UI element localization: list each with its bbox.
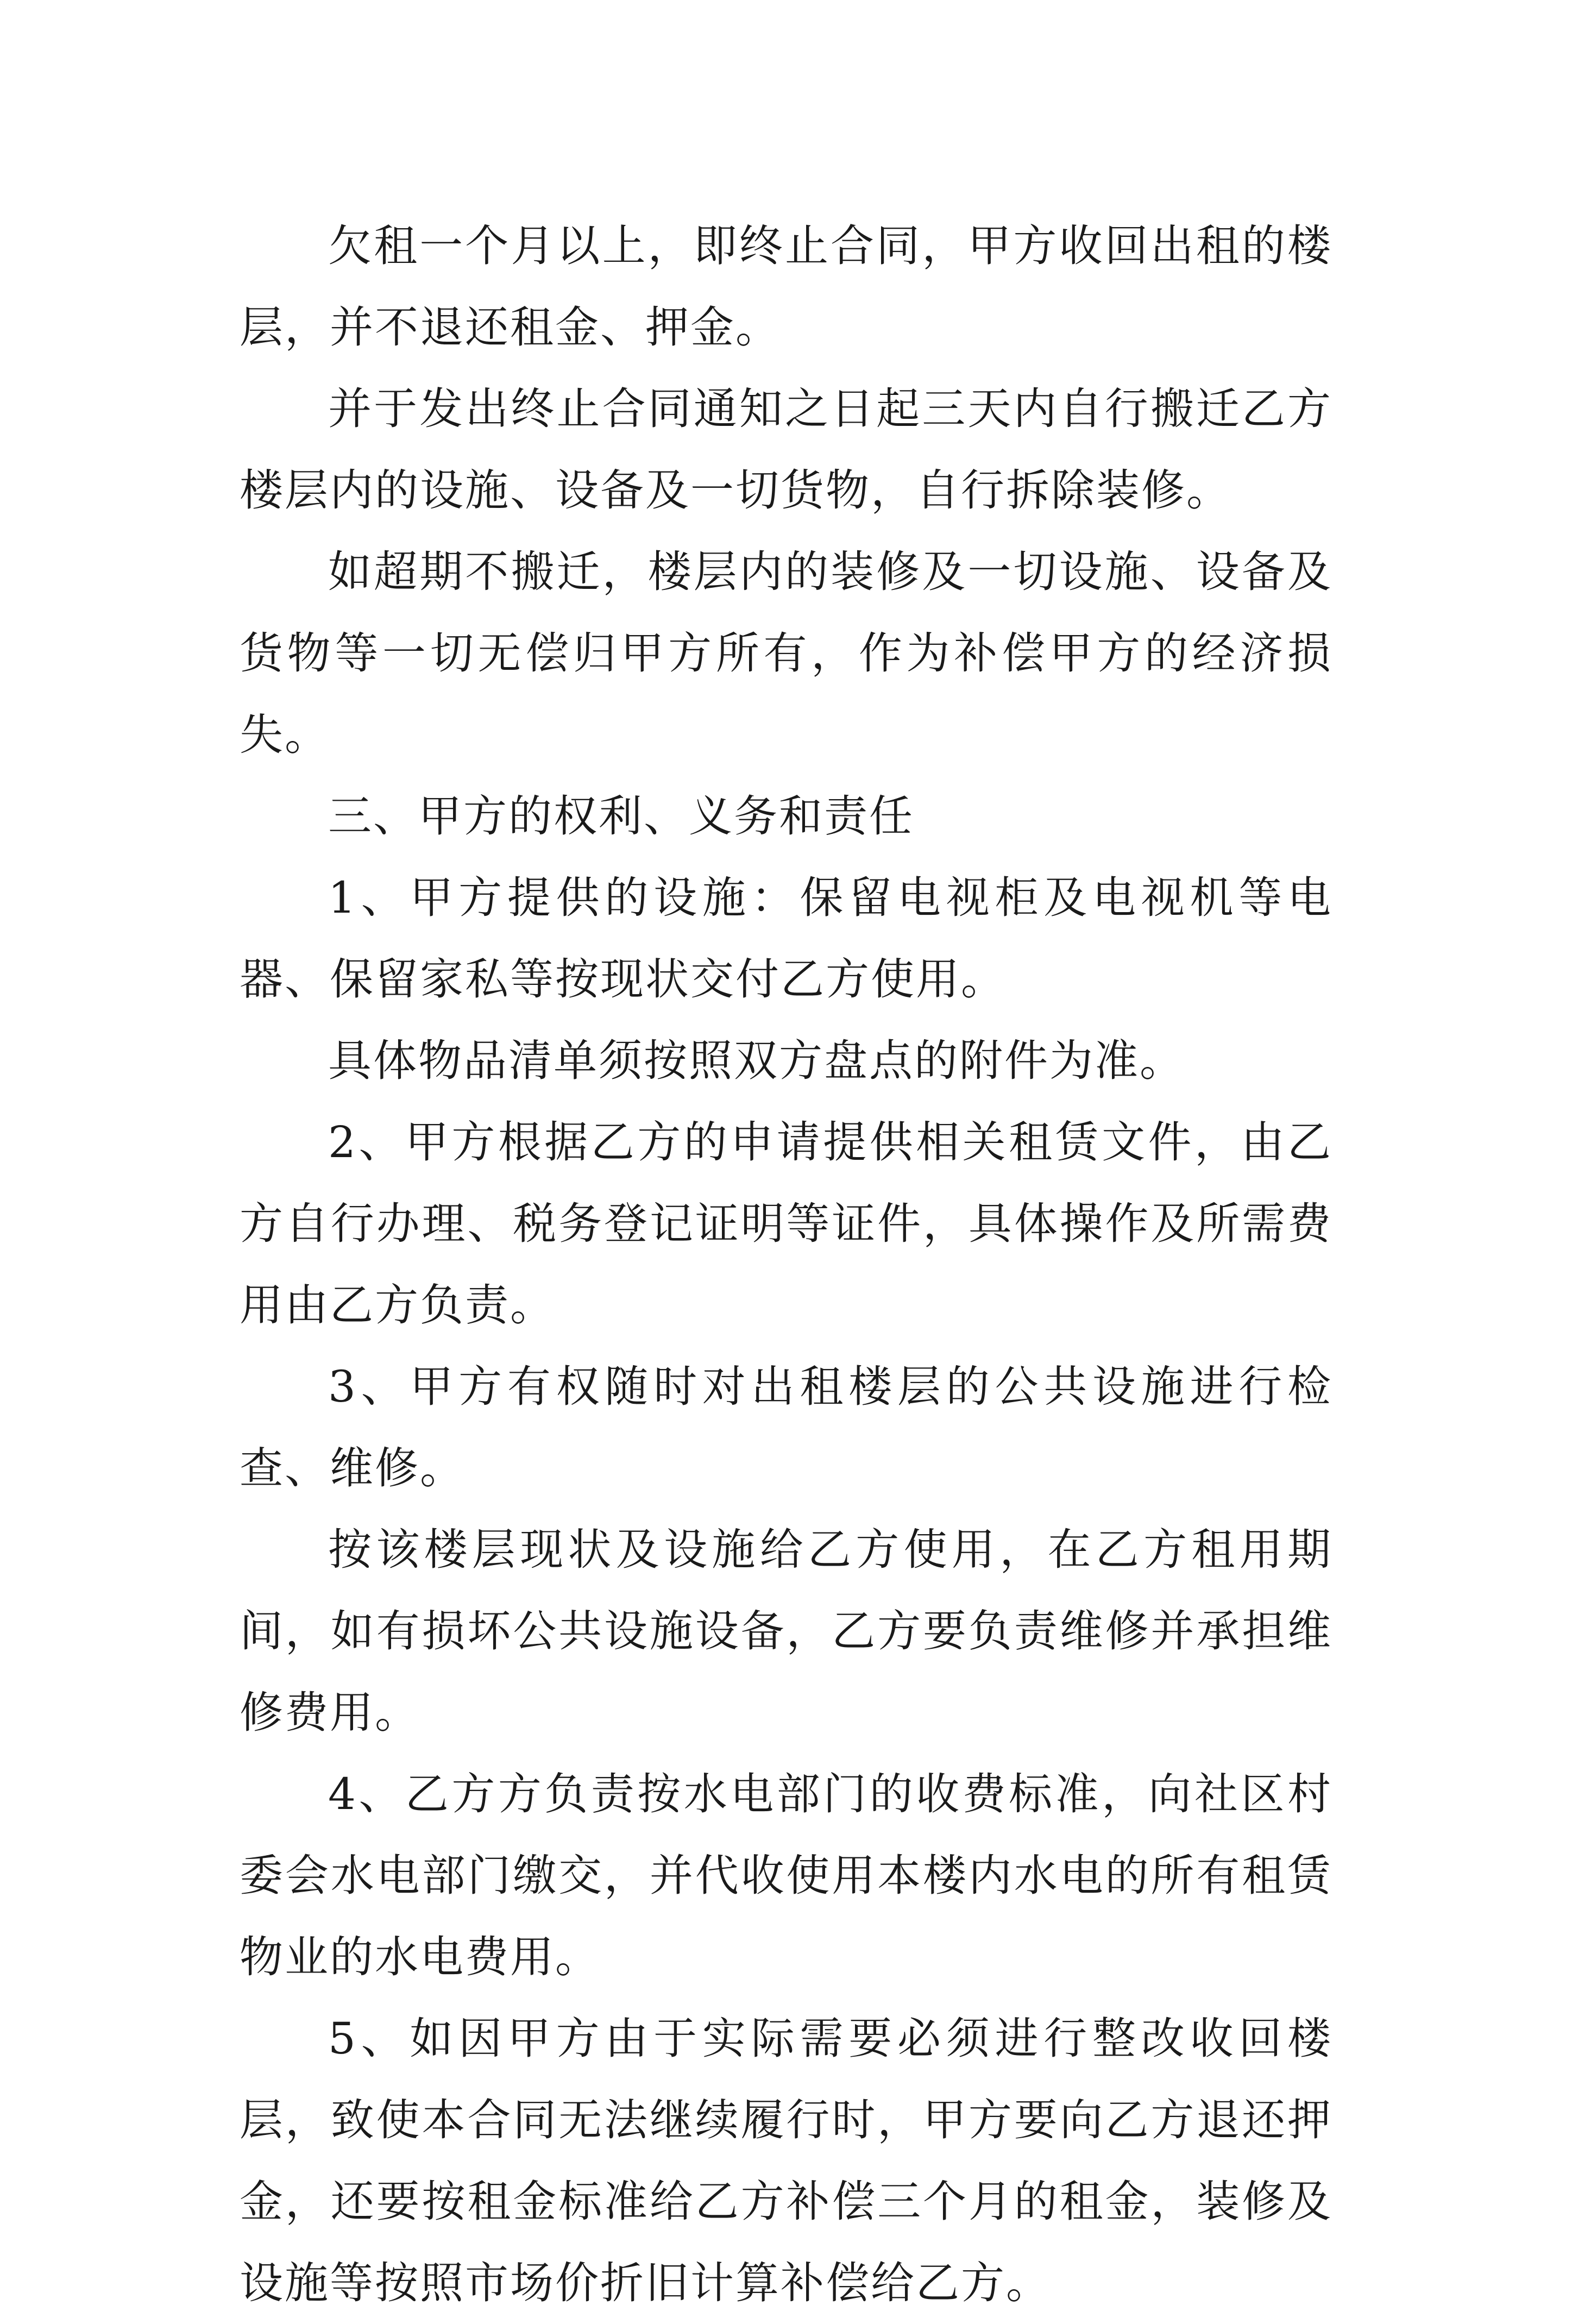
document-body [240, 205, 1332, 2324]
paragraph-inventory-list: 具体物品清单须按照双方盘点的附件为准。 [328, 1035, 1185, 1086]
section-heading-party-a: 三、甲方的权利、义务和责任 [328, 791, 914, 841]
paragraph-item-5: 5、如因甲方由于实际需要必须进行整改收回楼层，致使本合同无法继续履行时，甲方要向乙方退还押金，还要按租金标准给乙方补偿三个月的租金，装修及设施等按照市场价折旧计算补偿给乙方。 [240, 2013, 1332, 2308]
paragraph-item-1: 1、甲方提供的设施：保留电视柜及电视机等电器、保留家私等按现状交付乙方使用。 [240, 872, 1332, 1004]
paragraph-item-3: 3、甲方有权随时对出租楼层的公共设施进行检查、维修。 [240, 1361, 1332, 1493]
paragraph-item-2: 2、甲方根据乙方的申请提供相关租赁文件，由乙方自行办理、税务登记证明等证件，具体操作及所需费用由乙方负责。 [240, 1117, 1332, 1330]
paragraph-maintenance: 按该楼层现状及设施给乙方使用，在乙方租用期间，如有损坏公共设施设备，乙方要负责维修并承担维修费用。 [240, 1524, 1332, 1738]
paragraph-relocation-notice: 并于发出终止合同通知之日起三天内自行搬迁乙方楼层内的设施、设备及一切货物，自行拆除装修。 [240, 384, 1332, 516]
paragraph-rent-arrears: 欠租一个月以上，即终止合同，甲方收回出租的楼层，并不退还租金、押金。 [240, 221, 1332, 353]
paragraph-item-4: 4、乙方方负责按水电部门的收费标准，向社区村委会水电部门缴交，并代收使用本楼内水电的所有租赁物业的水电费用。 [240, 1769, 1332, 1982]
paragraph-overdue-forfeit: 如超期不搬迁，楼层内的装修及一切设施、设备及货物等一切无偿归甲方所有，作为补偿甲方的经济损失。 [240, 547, 1332, 760]
